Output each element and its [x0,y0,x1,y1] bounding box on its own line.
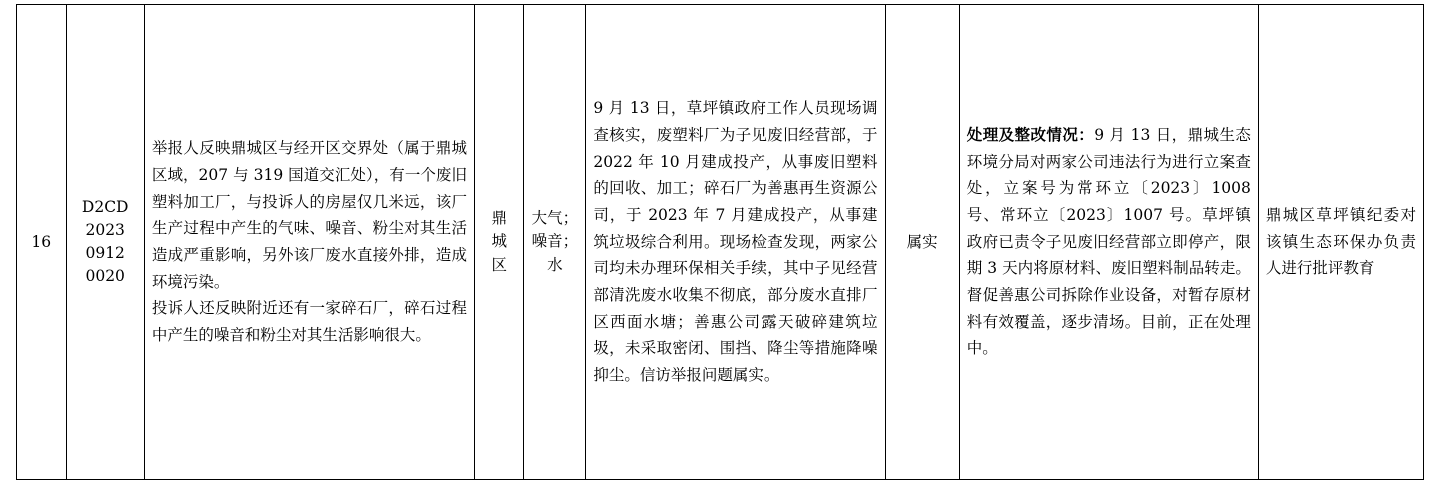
pollution-type-3: 水 [547,255,563,274]
table-row [17,5,1424,480]
result-text: 属实 [906,232,938,251]
handling-paragraph [967,122,1251,362]
cell-handling [959,5,1258,480]
cell-pollution-type [524,5,586,480]
row-index-text: 16 [31,232,52,251]
investigation-text: 9 月 13 日，草坪镇政府工作人员现场调查核实，废塑料厂为子见废旧经营部，于 2022 年 10 月建成投产，从事废旧塑料的回收、加工；碎石厂为善惠再生资源公司，于 2023 年 7 月建成投产，从事建筑垃圾综合利用。现场检查发现，两家公司均未办理环保相关手续，其中子见经营部清洗废水收集不彻底，部分废水直排厂区西面水塘；善惠公司露天破碎建筑垃圾，未采取密闭、围挡、降尘等措施降噪抑尘。信访举报问题属实。 [593,99,878,384]
cell-discipline [1258,5,1423,480]
case-code-line-3: 0912 [85,244,125,262]
handling-label: 处理及整改情况： [966,125,1095,145]
pollution-type-block [531,207,578,277]
pollution-type-2: 噪音； [531,232,579,251]
area-char-3: 区 [491,255,507,274]
case-code-line-2: 2023 [85,220,125,239]
case-code-block [74,196,137,289]
case-code-line-1: D2CD [81,197,129,216]
cell-investigation [586,5,885,480]
area-block [482,207,517,277]
cell-complaint-description [144,5,474,480]
area-char-1: 鼎 [491,209,507,228]
cell-area [474,5,524,480]
cell-result [885,5,959,480]
complaint-paragraph-2: 投诉人还反映附近还有一家碎石厂，碎石过程中产生的噪音和粉尘对其生活影响很大。 [151,299,467,344]
report-table [16,4,1424,480]
discipline-text: 鼎城区草坪镇纪委对该镇生态环保办负责人进行批评教育 [1265,206,1416,278]
handling-text: 9 月 13 日，鼎城生态环境分局对两家公司违法行为进行立案查处，立案号为常环立〔2023〕1008 号、常环立〔2023〕1007 号。草坪镇政府已责令子见废旧经营部立即停产，限期 3 天内将原材料、废旧塑料制品转走。督促善惠公司拆除作业设备，对暂存原材料有效覆盖，逐步清场。目前，正在处理中。 [966,126,1251,358]
document-page [0,4,1438,488]
area-char-2: 城 [491,232,507,251]
case-code-line-4: 0020 [85,267,125,286]
pollution-type-1: 大气； [531,209,579,228]
cell-case-code [66,5,144,480]
complaint-paragraph-1: 举报人反映鼎城区与经开区交界处（属于鼎城区域，207 与 319 国道交汇处），有一个废旧塑料加工厂，与投诉人的房屋仅几米远，该厂生产过程中产生的气味、噪音、粉尘对其生活造成严重影响，另外该厂废水直接外排，造成环境污染。 [151,139,467,291]
cell-index [17,5,67,480]
